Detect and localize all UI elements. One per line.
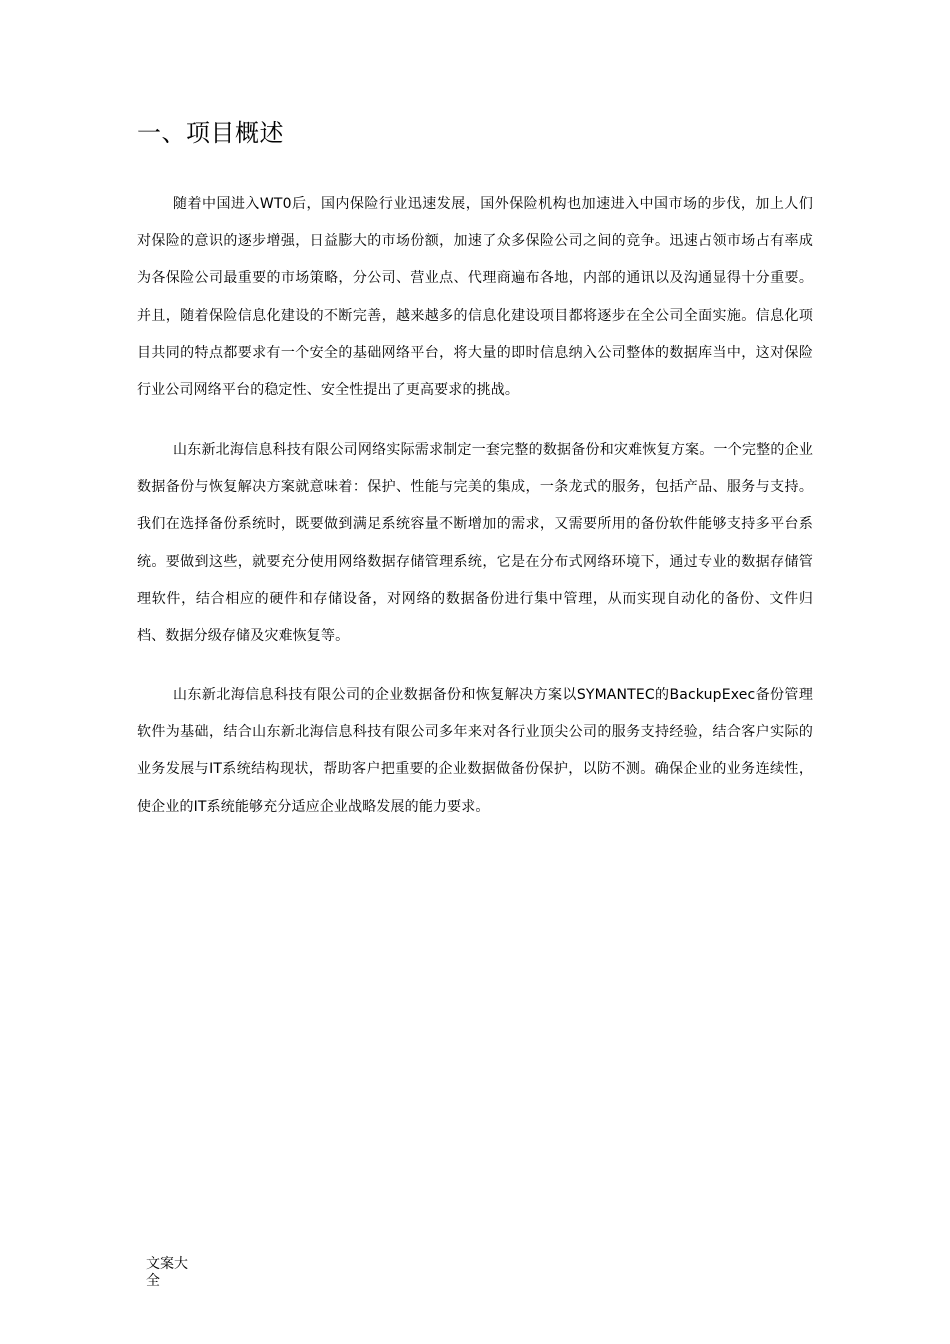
paragraph-project-background: 随着中国进入WT0后，国内保险行业迅速发展，国外保险机构也加速进入中国市场的步伐，加上人们对保险的意识的逐步增强，日益膨大的市场份额，加速了众多保险公司之间的竞争。迅速占领市场占有率成为各保险公司最重要的市场策略，分公司、营业点、代理商遍布各地，内部的通讯以及沟通显得十分重要。并且，随着保险信息化建设的不断完善，越来越多的信息化建设项目都将逐步在全公司全面实施。信息化项目共同的特点都要求有一个安全的基础网络平台，将大量的即时信息纳入公司整体的数据库当中，这对保险行业公司网络平台的稳定性、安全性提出了更高要求的挑战。 (137, 196, 813, 399)
paragraph-solution-overview: 山东新北海信息科技有限公司的企业数据备份和恢复解决方案以SYMANTEC的BackupExec备份管理软件为基础，结合山东新北海信息科技有限公司多年来对各行业顶尖公司的服务支持经验，结合客户实际的业务发展与IT系统结构现状，帮助客户把重要的企业数据做备份保护，以防不测。确保企业的业务连续性，使企业的IT系统能够充分适应企业战略发展的能力要求。 (137, 687, 813, 815)
footer-label: 文案大全 (146, 1256, 188, 1289)
section-heading: 一、项目概述 (137, 119, 284, 147)
paragraph-backup-recovery-needs: 山东新北海信息科技有限公司网络实际需求制定一套完整的数据备份和灾难恢复方案。一个完整的企业数据备份与恢复解决方案就意味着：保护、性能与完美的集成，一条龙式的服务，包括产品、服务与支持。我们在选择备份系统时，既要做到满足系统容量不断增加的需求，又需要所用的备份软件能够支持多平台系统。要做到这些，就要充分使用网络数据存储管理系统，它是在分布式网络环境下，通过专业的数据存储管理软件，结合相应的硬件和存储设备，对网络的数据备份进行集中管理，从而实现自动化的备份、文件归档、数据分级存储及灾难恢复等。 (137, 442, 813, 645)
